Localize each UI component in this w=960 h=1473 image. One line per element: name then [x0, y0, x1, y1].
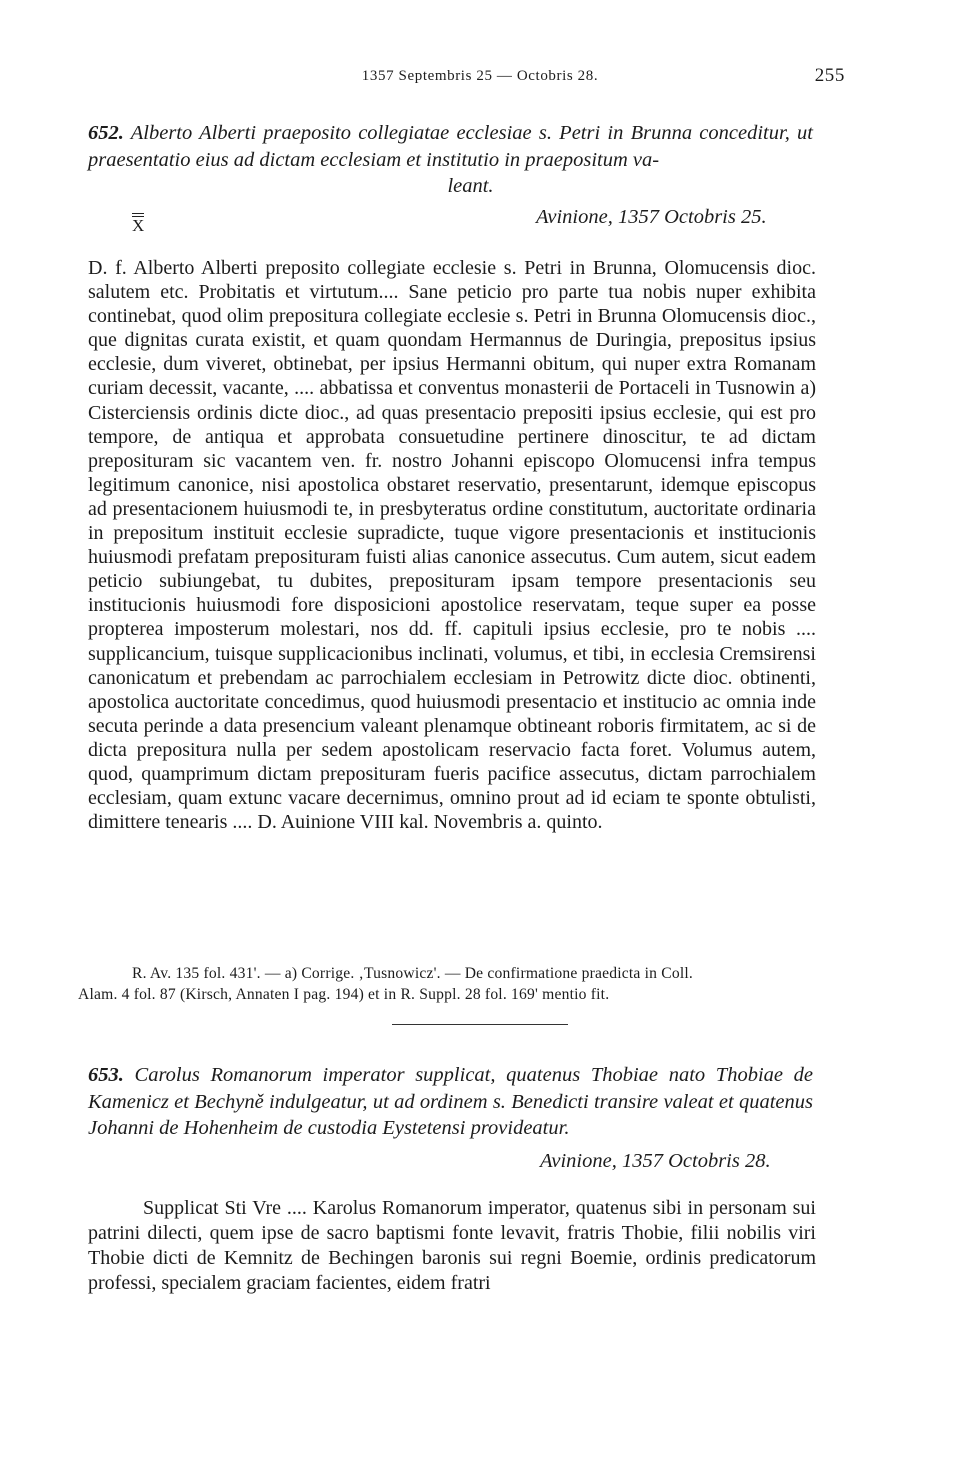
entry-653-body-text: Supplicat Sti Vre .... Karolus Romanorum imperator, quatenus sibi in personam sui patrini dilecti, quem ipse de sacro baptismi fonte levavit, fratris Thobie, filii nobilis viri Thobie dicti de Kemnitz de Bechingen baronis sui regni Boemie, ordinis predicatorum professi, specialem graciam facientes, eidem fratri — [88, 1197, 816, 1294]
entry-652-number: 652. — [88, 122, 124, 144]
running-head-title: 1357 Septembris 25 — Octobris 28. — [361, 68, 599, 84]
note-line-2: Alam. 4 fol. 87 (Kirsch, Annaten I pag. 194) et in R. Suppl. 28 fol. 169' mentio fit. — [78, 986, 610, 1003]
entry-652-heading-end: leant. — [447, 175, 494, 197]
entry-653-heading-text: Carolus Romanorum imperator supplicat, quatenus Thobiae nato Thobiae de Kamenicz et Bechyně indulgeatur, ut ad ordinem s. Benedicti transire valeat et quatenus Johanni de Hohenheim de custodia Eystetensi provideatur. — [88, 1064, 814, 1139]
margin-mark — [132, 213, 144, 236]
entry-652-body — [88, 256, 816, 834]
entry-652-heading — [88, 120, 813, 200]
margin-mark-text: X — [132, 213, 144, 234]
entry-652-notes — [78, 963, 816, 1005]
entry-653-body — [88, 1196, 816, 1296]
entry-653-heading — [88, 1062, 813, 1142]
entry-652-heading-text: Alberto Alberti praeposito collegiatae ecclesiae s. Petri in Brunna conceditur, ut praesentatio eius ad dictam ecclesiam et institutio in praepositum va- — [88, 122, 813, 171]
section-divider — [392, 1024, 568, 1025]
entry-653-number: 653. — [88, 1064, 124, 1086]
entry-652-dateline: Avinione, 1357 Octobris 25. — [536, 206, 767, 228]
note-line-1: R. Av. 135 fol. 431'. — a) Corrige. ‚Tusnowicz'. — De confirmatione praedicta in Coll. — [132, 965, 693, 982]
entry-652-body-text: D. f. Alberto Alberti preposito collegiate ecclesie s. Petri in Brunna, Olomucensis dioc. salutem etc. Probitatis et virtutum.... Sane peticio pro parte tua nobis nuper exhibita continebat, quod olim prepositura collegiate ecclesie s. Petri in Brunna Olomucensis dioc., que dignitas curata existit, et quam quondam Hermannus de Duringia, prepositus ipsius ecclesie, dum viveret, obtinebat, per ipsius Hermanni obitum, qui nuper extra Romanam curiam decessit, vacante, .... abbatissa et conventus monasterii de Portaceli in Tusnowin a) Cisterciensis ordinis dicte dioc., ad quas presentacio prepositi ipsius ecclesie, qui est pro tempore, de antiqua et approbata consuetudine pertinere dinoscitur, te ad dictam preposituram sic vacantem ven. fr. nostro Johanni episcopo Olomucensi infra tempus legitimum canonice, nisi apostolica obstaret reservatio, presentarunt, idemque episcopus ad presentacionem huiusmodi te, in presbyteratus ordine constitutum, auctoritate ordinaria in prepositum instituit ecclesie supradicte, tuque vigore presentacionis et institucionis huiusmodi prefatam preposituram fuisti alias canonice assecutus. Cum autem, sicut eadem peticio subiungebat, tu dubites, preposituram ipsam tempore presentacionis seu institucionis huiusmodi fore disposicioni apostolice reservatam, teque super ea posse propterea imposterum molestari, nos dd. ff. capituli ipsius ecclesie, pro te nobis .... supplicancium, tuisque supplicacionibus inclinati, volumus, et tibi, in ecclesia Cremsirensi canonicatum et prebendam ac parrochialem ecclesiam in Petrowitz dicte dioc. obtinenti, apostolica auctoritate concedimus, quod huiusmodi presentacio et institucio ac omnia inde secuta perinde a data presencium valeant plenamque obtineant roboris firmitatem, ac si de dicta prepositura nulla per sedem apostolicam reservacio facta foret. Volumus autem, quod, quamprimum dictam preposituram fueris pacifice assecutus, dictam parrochialem ecclesiam, quam extunc vacare decernimus, omnino prout ad id eciam te sponte obtulisti, dimittere tenearis .... D. Auinione VIII kal. Novembris a. quinto. — [88, 257, 816, 834]
page-number: 255 — [814, 65, 845, 86]
entry-653-dateline: Avinione, 1357 Octobris 28. — [540, 1150, 771, 1172]
